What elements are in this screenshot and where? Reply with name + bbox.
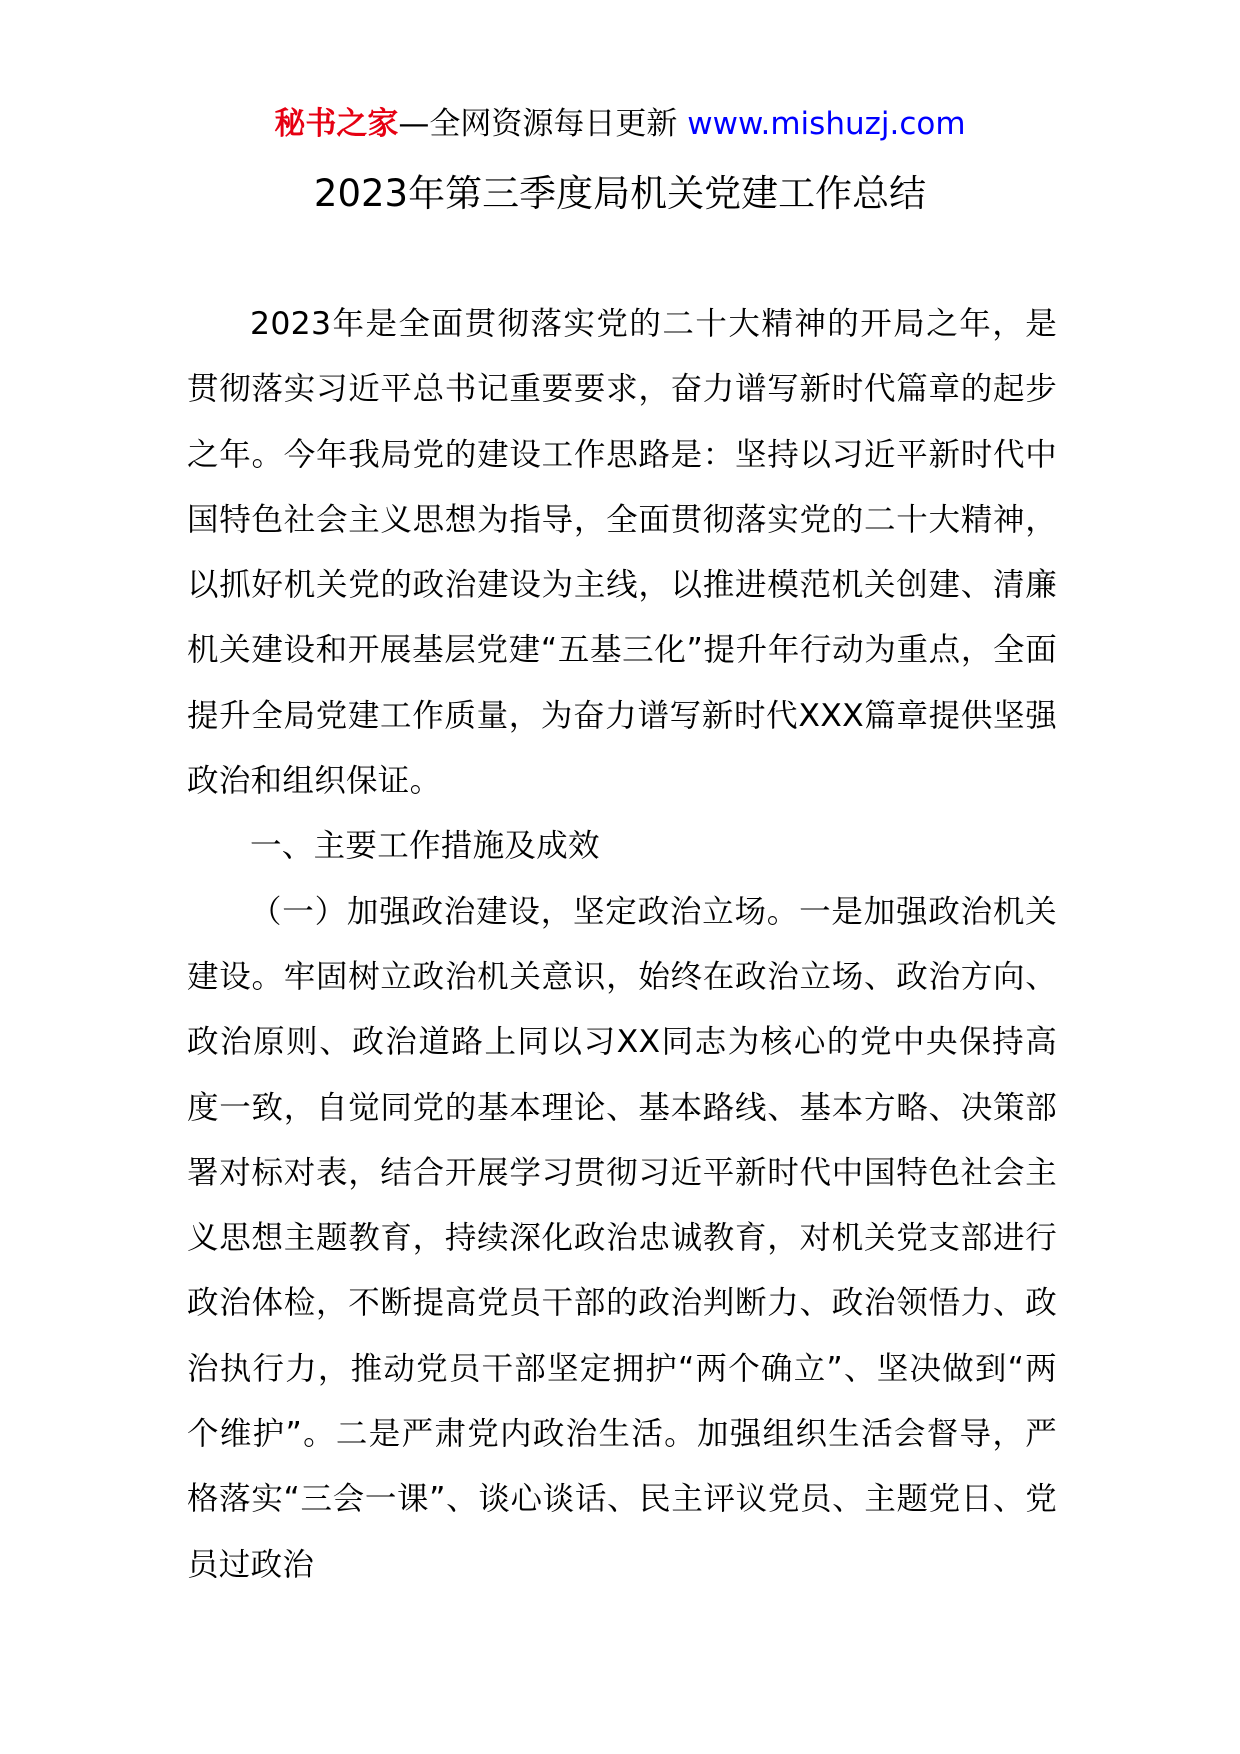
document-title: 2023年第三季度局机关党建工作总结 — [313, 172, 927, 215]
brand-name: 秘书之家 — [274, 106, 399, 142]
site-url-link[interactable]: www.mishuzj.com — [687, 106, 966, 142]
site-header — [0, 102, 1240, 146]
header-slogan: —全网资源每日更新 — [398, 106, 688, 142]
body-paragraph: （一）加强政治建设，坚定政治立场。一是加强政治机关建设。牢固树立政治机关意识，始终在政治立场、政治方向、政治原则、政治道路上同以习XX同志为核心的党中央保持高度一致，自觉同党的基本理论、基本路线、基本方略、决策部署对标对表，结合开展学习贯彻习近平新时代中国特色社会主义思想主题教育，持续深化政治忠诚教育，对机关党支部进行政治体检，不断提高党员干部的政治判断力、政治领悟力、政治执行力，推动党员干部坚定拥护“两个确立”、坚决做到“两个维护”。二是严肃党内政治生活。加强组织生活会督导，严格落实“三会一课”、谈心谈话、民主评议党员、主题党日、党员过政治 — [187, 893, 1057, 1583]
document-body — [187, 292, 1057, 1598]
section-heading: 一、主要工作措施及成效 — [250, 828, 600, 865]
intro-paragraph: 2023年是全面贯彻落实党的二十大精神的开局之年，是贯彻落实习近平总书记重要要求，奋力谱写新时代篇章的起步之年。今年我局党的建设工作思路是：坚持以习近平新时代中国特色社会主义思想为指导，全面贯彻落实党的二十大精神，以抓好机关党的政治建设为主线，以推进模范机关创建、清廉机关建设和开展基层党建“五基三化”提升年行动为重点，全面提升全局党建工作质量，为奋力谱写新时代XXX篇章提供坚强政治和组织保证。 — [187, 306, 1057, 800]
